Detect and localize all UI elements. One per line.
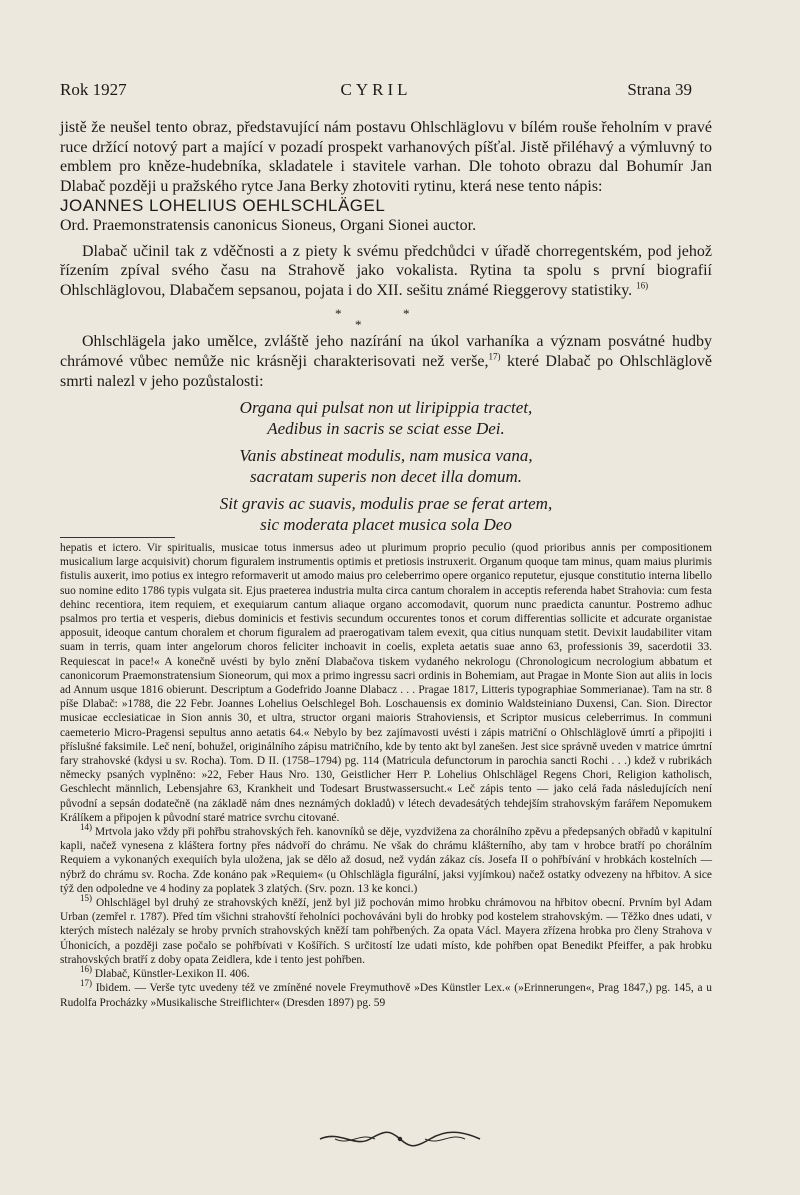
footnote-number: 17) (80, 978, 92, 989)
poem-line: Aedibus in sacris se sciat esse Dei. (267, 419, 505, 439)
poem-line: Organa qui pulsat non ut liripippia tractet, (239, 398, 533, 418)
footnote-15 (60, 893, 712, 967)
poem-stanza-2 (60, 445, 712, 487)
engraving-inscription-name: JOANNES LOHELIUS OEHLSCHLÄGEL (60, 196, 386, 216)
running-header (60, 80, 692, 102)
section-divider-stars (60, 304, 712, 333)
footnote-text: Ohlschlägel byl druhý ze strahovských kněží, jenž byl již pochován mimo hrobku chrámovou na hřbitov obecní. Prvním byl Adam Urban (zemřel r. 1787). Před tím všichni strahovští řeholníci pochováváni byli do hrobky pod kostelem strahovským. — Těžko dnes udati, v kterých místech nalézaly se hroby prvních strahovských kněží tam pohřbených. Za opata Václ. Mayera zřízena hrobka pro členy Strahova v Úhonicích, a později zase počalo se pohřbívati v Košířích. S určitostí lze udati místo, kde pohřben opat Benedikt Pfeiffer, a pak hrobku strahovských bratří z doby opata Zeidlera, kde i tento jest pohřben. (60, 897, 712, 966)
paragraph-1: jistě že neušel tento obraz, představující nám postavu Ohlschläglovu v bílém rouše řeholním v pravé ruce držící notový part a mající v pozadí prospekt varhanových píšťal. Jistě přiléhavý a výmluvný to emblem pro kněze-hudebníka, skladatele i stavitele varhan. Dle tohoto obrazu dal Bohumír Jan Dlabač později u pražského rytce Jana Berky zhotoviti rytinu, která nese tento nápis: (60, 119, 712, 195)
flourish-ornament-icon (310, 1128, 490, 1150)
footnote-number: 15) (80, 893, 92, 904)
footnote-number: 16) (80, 964, 92, 975)
poem-line: sacratam superis non decet illa domum. (250, 467, 522, 487)
footnote-17 (60, 978, 712, 1009)
paragraph-3-text: Ohlschlägela jako umělce, zvláště jeho nazírání na úkol varhaníka a význam posvátné hudby chrámové vůbec nemůže nic krásněji charakterisovati než verše, (60, 333, 712, 370)
star-right: * (403, 306, 410, 322)
poem-line: Sit gravis ac suavis, modulis prae se ferat artem, (219, 494, 553, 514)
paragraph-3-end: které Dlabač po Ohlschläglově smrti nalezl v jeho pozůstalosti: (60, 352, 713, 390)
main-text (60, 118, 712, 535)
footnote-text: Mrtvola jako vždy při pohřbu strahovských řeh. kanovníků se děje, vyzdvižena za chorálního zpěvu a předepsaných obřadů v kapitulní kapli, načež vynesena z kláštera fortny přes nádvoří do chrámu. Ne však do chrámu klášterního, aby tam v hrobce bratří po chorálním Requiem a vykonaných exequiích byla uložena, jak se dělo až dosud, než vydán zákaz cís. Josefa II o pohřbívání v hrobkách kostelních — nýbrž do chrámu sv. Rocha. Zde konáno pak »Requiem« (u Ohlschlägla figurální, jaksi vyjímkou) načež ostatky odvezeny na hřbitov. A sice týž den odpoledne ve 4 hodiny za poplatek 3 zlatých. (Srv. pozn. 13 ke konci.) (60, 826, 712, 895)
paragraph-2 (60, 242, 712, 301)
footnote-16 (60, 964, 712, 981)
header-page-number: Strana 39 (627, 80, 692, 99)
footnote-text: Ibidem. — Verše tytc uvedeny též ve zmíněné novele Freymuthově »Des Künstler Lex.« (»Erinnerungen«, Prag 1847,) pg. 145, a u Rudolfa Procházky »Musikalische Streiflichter« (Dresden 1897) pg. 59 (60, 982, 712, 1009)
poem-stanza-3 (60, 493, 712, 535)
footnotes (60, 541, 712, 1010)
footnote-ref-17: 17) (488, 351, 501, 362)
header-year: Rok 1927 (60, 80, 127, 99)
engraving-inscription-subtitle: Ord. Praemonstratensis canonicus Sioneus, Organi Sionei auctor. (60, 216, 477, 234)
poem-stanza-1 (60, 397, 712, 439)
latin-poem (60, 397, 712, 535)
star-left: * (335, 306, 342, 322)
footnote-text: Dlabač, Künstler-Lexikon II. 406. (94, 968, 250, 981)
header-journal-title: CYRIL (340, 80, 412, 99)
footnote-separator (60, 537, 175, 538)
footnote-ref-16: 16) (636, 280, 649, 291)
footnote-14 (60, 822, 712, 896)
poem-line: sic moderata placet musica sola Deo (260, 515, 512, 535)
footnote-number: 14) (80, 822, 92, 833)
poem-line: Vanis abstineat modulis, nam musica vana, (239, 446, 533, 466)
paragraph-2-text: Dlabač učinil tak z vděčnosti a z piety k svému předchůdci v úřadě chorregentském, pod jehož řízením zpíval svého času na Strahově jako vokalista. Rytina ta spolu s první biografií Ohlschläglovou, Dlabačem sepsanou, pojata i do XII. sešitu známé Rieggerovy statistiky. (60, 242, 712, 299)
star-bottom: * (355, 317, 362, 333)
footnote-continued: hepatis et ictero. Vir spiritualis, musicae totus inmersus adeo ut plurimum proprio peculio (quod prioribus annis per compositionem musicalium large acquisivit) chorum figuralem instrumentis optimis et pretiosis instruxerit. Organum quoque tam minus, quam maius plurimis fistulis auxerit, imo potius ex integro reformaverit ut amodo maius pro celeberrimo opere organico reputetur, ejusque constitutio interna libello suo nomine edito 1786 typis vulgata sit. Ejus praeterea industria multa circa cantum choralem in acceptis referenda habet Strahovia: cum festa dehinc recentiora, item requiem, et exequiarum cantum aliaque organo accomodavit, quorum nunc praedicta canuntur. Postremo adhuc psalmos pro tertia et vesperis, diebus dominicis et festivis secundum occurentes tonos et corum differentias sollicite et adcurate organistae apposuit, ideoque cantum choralem et chorum figuralem ad praerogativam talem evexit, qua citius nunquam stetit. Devixit laudabiliter vitam suam in terris, quam inter angelorum choros feliciter inchoavit in coelis, expleta aetatis suae anno 63, professionis 39, sacerdotii 33. Requiescat in pace!« A konečně uvésti by bylo znění Dlabačova tiskem vydaného nekrologu (Chronologicum necrologium abbatum et canonicorum Praemonstratensium Sioneorum, qui mox a primo ingressu sacri ordinis in Bohemiam, aut Pragae in Monte Sion aut aliis in locis ad Annum usque 1816 obierunt. Descriptum a Godefrido Joanne Dlabacz . . . Pragae 1817, Litteris typographiae Sommerianae). Tam na str. 8 píše Dlabač: »1788, die 22 Febr. Joannes Lohelius Oelschlegel Boh. Loschauensis ex dominio Waldsteiniano Duxensi, Can. Sion. Director musicae ecclesiaticae in Sion annis 30, et ultra, structor organi maioris Strahoviensis, et Scriptor musicus celeberrimus. In communi caemeterio Micro-Pragensi sepultus anno aetatis 64.« Nebylo by bez zajímavosti uvésti i zápis matriční o Ohlschläglově úmrtí a připojiti i příslušné faksimile. Leč není, bohužel, originálního zápisu matričního, kde by tento akt byl zanešen. Jest sice správně uveden v matrice úmrtní fary strahovské (kdysi u sv. Rocha). Tom. D II. (1758–1794) pg. 114 (Matricula defunctorum in parochia sancti Rochi . . .) kdež v rubrikách německy psaných vyplněno: »22, Feber Haus Nro. 130, Geistlicher Herr P. Lohelius Ohlschlägel Regens Chori, Religion katholisch, Geschlecht männlich, Lebensjahre 63, Krankheit und Todesart Brustwassersucht.« Leč zápis tento — jako celá řada následujících není původní a sepsán dodatečně (na základě nám dnes neznámých dokladů) v létech devadesátých tehdejším strahovským farářem Nepomukem Králíkem a připojen k původní staré matrice svrchu citované. (60, 542, 712, 824)
paragraph-3 (60, 332, 712, 391)
